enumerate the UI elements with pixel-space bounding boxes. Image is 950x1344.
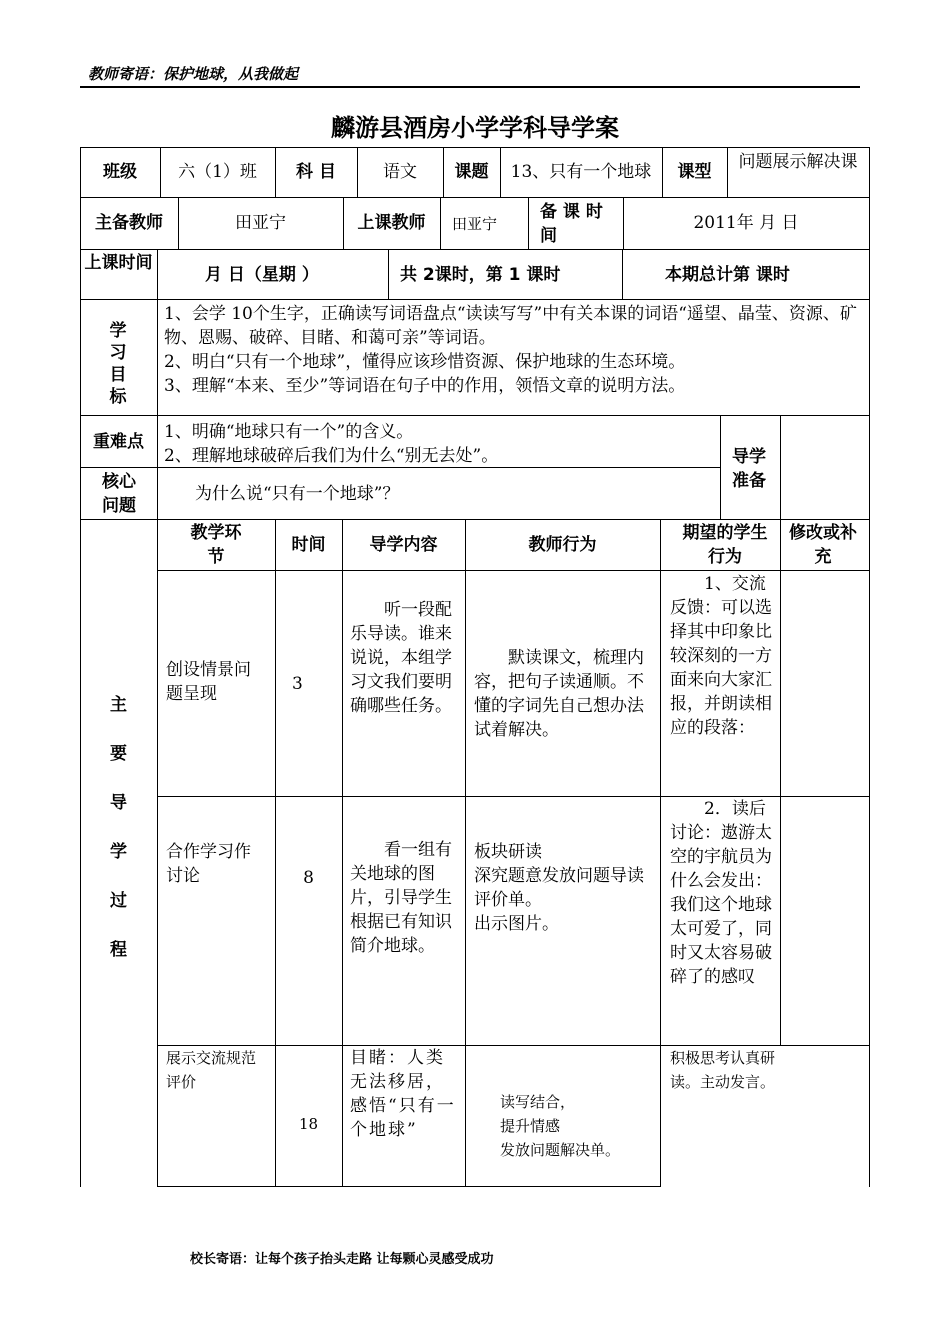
topic-value: 13、只有一个地球 (510, 162, 652, 182)
header-teacher: 教师行为 (528, 535, 597, 555)
teacher-motto: 教师寄语：保护地球，从我做起 (88, 65, 299, 83)
row1-teacher: 默读课文，梳理内容，把句子读通顺。不懂的字词先自己想办法试着解决。 (474, 648, 644, 740)
process-label-char: 导 (110, 793, 127, 813)
row2-teacher: 板块研读 深究题意发放问题导读评价单。 出示图片。 (474, 842, 644, 934)
row3-time: 18 (298, 1115, 319, 1133)
class-time-value: 月 日（星期 ） (205, 265, 319, 285)
subject-value: 语文 (383, 162, 417, 182)
prep-teacher-value: 田亚宁 (235, 213, 286, 233)
process-label (80, 690, 157, 984)
row2-guide: 看一组有关地球的图片，引导学生根据已有知识简介地球。 (350, 840, 452, 956)
row2-student: 2．读后讨论：遨游太空的宇航员为什么会发出：我们这个地球太可爱了，同时又太容易破碎了的感叹 (670, 799, 772, 987)
header-time: 时间 (291, 535, 326, 555)
subject-label: 科 目 (296, 162, 336, 182)
row1-guide: 听一段配乐导读。谁来说说，本组学习文我们要明确哪些任务。 (350, 600, 452, 716)
core-question-label: 核心问题 (102, 472, 136, 516)
type-value: 问题展示解决课 (738, 152, 858, 172)
key-points-label: 重难点 (93, 432, 144, 452)
goals-list (164, 302, 864, 398)
row3-stage: 展示交流规范评价 (166, 1049, 257, 1091)
row2-stage: 合作学习作讨论 (166, 842, 251, 886)
row2-time: 8 (303, 868, 314, 888)
key-point-item: 1、明确“地球只有一个”的含义。 (164, 422, 414, 442)
process-label-char: 主 (110, 695, 127, 715)
prep-time-label: 备 课 时 间 (540, 202, 603, 246)
topic-label: 课题 (454, 162, 489, 182)
class-value: 六（1）班 (178, 162, 257, 182)
class-time-label: 上课时间 (84, 253, 153, 273)
goal-item: 2、明白“只有一个地球”，懂得应该珍惜资源、保护地球的生态环境。 (164, 352, 686, 372)
row1-time: 3 (292, 674, 303, 694)
goal-item: 1、会学 10个生字，正确读写词语盘点“读读写写”中有关本课的词语“遥望、晶莹、资源、矿物、恩赐、破碎、目睹、和蔼可亲”等词语。 (164, 304, 857, 348)
total-periods: 本期总计第 课时 (665, 265, 790, 285)
page-title: 麟游县酒房小学学科导学案 (331, 114, 619, 142)
header-student: 期望的学生行为 (682, 523, 768, 567)
core-question-text: 为什么说“只有一个地球”？ (195, 484, 400, 504)
lecture-teacher-label: 上课教师 (357, 213, 426, 233)
periods: 共 2课时，第 1 课时 (400, 265, 561, 285)
process-label-char: 程 (110, 940, 127, 960)
key-point-item: 2、理解地球破碎后我们为什么“别无去处”。 (164, 446, 499, 466)
principal-motto: 校长寄语：让每个孩子抬头走路 让每颗心灵感受成功 (190, 1252, 494, 1267)
type-label: 课型 (677, 162, 712, 182)
prep-label: 导学准备 (732, 447, 766, 491)
lecture-teacher-value: 田亚宁 (452, 215, 498, 233)
header-revise: 修改或补充 (789, 523, 857, 567)
key-points-list (164, 420, 714, 468)
header-guide: 导学内容 (369, 535, 438, 555)
process-label-char: 过 (110, 891, 127, 911)
header-rule (80, 86, 860, 88)
row3-student: 积极思考认真研读。主动发言。 (670, 1049, 776, 1091)
process-label-char: 要 (110, 744, 127, 764)
header-stage: 教学环节 (190, 523, 242, 567)
row3-guide: 目睹：人类无法移居，感悟“只有一个地球” (350, 1048, 456, 1140)
goal-item: 3、理解“本来、至少”等词语在句子中的作用，领悟文章的说明方法。 (164, 376, 686, 396)
row1-stage: 创设情景问题呈现 (166, 660, 251, 704)
process-label-char: 学 (110, 842, 127, 862)
class-label: 班级 (103, 162, 137, 182)
row1-student: 1、交流反馈：可以选择其中印象比较深刻的一方面来向大家汇报，并朗读相应的段落： (670, 574, 772, 738)
prep-teacher-label: 主备教师 (95, 213, 163, 233)
goals-label: 学习目标 (109, 321, 127, 407)
row3-teacher: 读写结合， 提升情感 发放问题解决单。 (500, 1093, 621, 1159)
prep-time-value: 2011年 月 日 (693, 213, 799, 233)
